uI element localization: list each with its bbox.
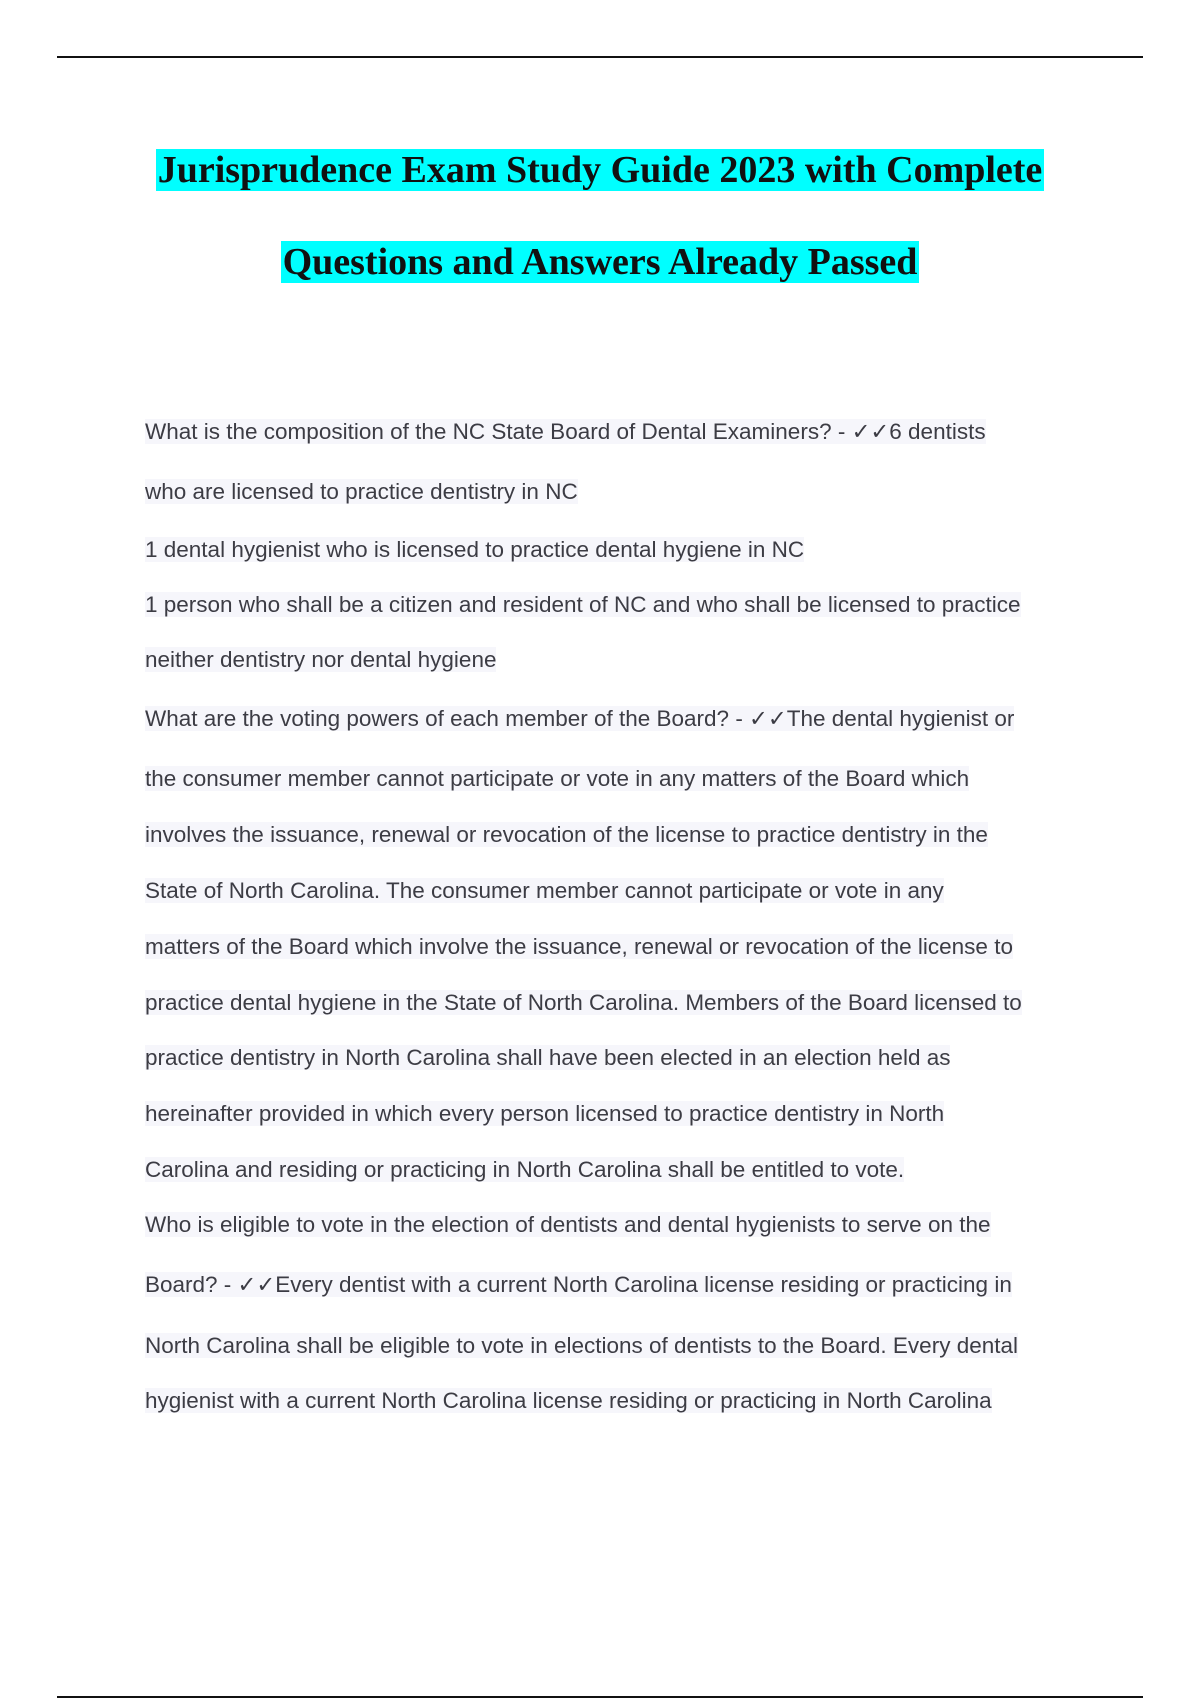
body-line — [145, 1155, 904, 1185]
body-line-text: North Carolina shall be eligible to vote in elections of dentists to the Board. Every dental — [145, 1333, 1018, 1358]
document-title-line-2 — [0, 239, 1200, 285]
body-line-text: hygienist with a current North Carolina license residing or practicing in North Carolina — [145, 1388, 992, 1413]
body-line-text: What is the composition of the NC State Board of Dental Examiners? - ✓✓6 dentists — [145, 419, 986, 444]
body-line-text: State of North Carolina. The consumer member cannot participate or vote in any — [145, 878, 944, 903]
top-rule — [57, 56, 1143, 58]
title-highlight-1: Jurisprudence Exam Study Guide 2023 with Complete — [157, 149, 1043, 191]
body-line — [145, 704, 1014, 734]
body-line-text: Who is eligible to vote in the election of dentists and dental hygienists to serve on the — [145, 1212, 991, 1237]
body-line-text: practice dental hygiene in the State of North Carolina. Members of the Board licensed to — [145, 990, 1022, 1015]
body-line-text: matters of the Board which involve the issuance, renewal or revocation of the license to — [145, 934, 1013, 959]
body-line — [145, 1331, 1018, 1361]
body-line-text: practice dentistry in North Carolina shall have been elected in an election held as — [145, 1045, 951, 1070]
body-line — [145, 932, 1013, 962]
title-highlight-2: Questions and Answers Already Passed — [282, 241, 918, 283]
document-title-line-1 — [0, 147, 1200, 193]
body-line-text: the consumer member cannot participate or vote in any matters of the Board which — [145, 766, 970, 791]
bottom-rule — [57, 1696, 1143, 1698]
body-line-text: involves the issuance, renewal or revocation of the license to practice dentistry in the — [145, 822, 988, 847]
body-line-text: neither dentistry nor dental hygiene — [145, 647, 497, 672]
body-line — [145, 645, 496, 675]
body-line — [145, 417, 986, 447]
body-line-text: who are licensed to practice dentistry in NC — [145, 479, 578, 504]
body-line — [145, 1210, 991, 1240]
body-line-text: Board? - ✓✓Every dentist with a current North Carolina license residing or practicing in — [145, 1272, 1012, 1297]
body-line — [145, 988, 1022, 1018]
body-line — [145, 477, 578, 507]
body-line — [145, 1386, 992, 1416]
body-line — [145, 1270, 1012, 1300]
body-line — [145, 590, 1021, 620]
body-line — [145, 1099, 944, 1129]
body-line — [145, 820, 988, 850]
body-line-text: 1 person who shall be a citizen and resident of NC and who shall be licensed to practice — [145, 592, 1021, 617]
body-line — [145, 1043, 950, 1073]
body-line-text: What are the voting powers of each member of the Board? - ✓✓The dental hygienist or — [145, 706, 1015, 731]
body-line-text: hereinafter provided in which every person licensed to practice dentistry in North — [145, 1101, 945, 1126]
body-line-text: Carolina and residing or practicing in North Carolina shall be entitled to vote. — [145, 1157, 905, 1182]
body-line — [145, 876, 944, 906]
body-line-text: 1 dental hygienist who is licensed to practice dental hygiene in NC — [145, 537, 805, 562]
body-line — [145, 764, 969, 794]
body-line — [145, 535, 804, 565]
